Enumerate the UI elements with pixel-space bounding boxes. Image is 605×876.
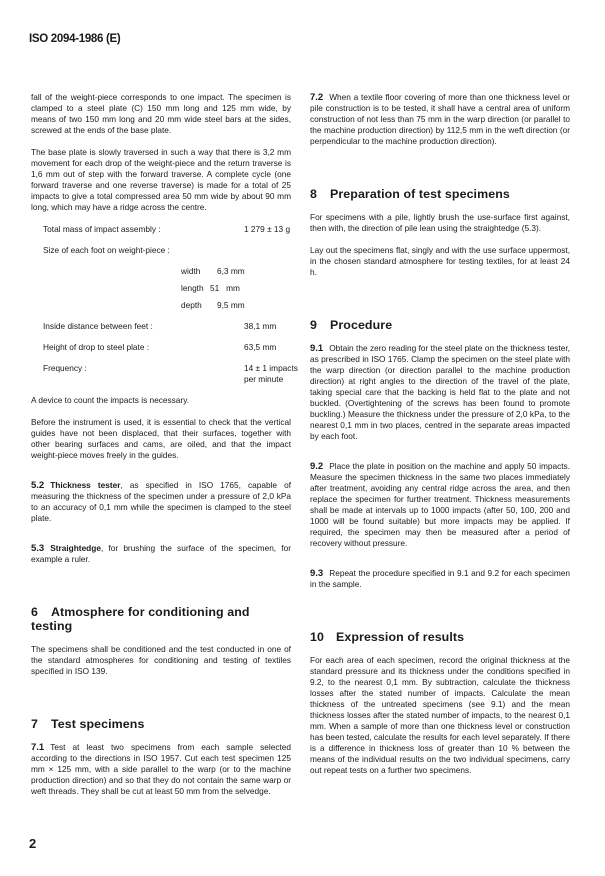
clause-text: , as specified in ISO 1765, capable of measuring the thickness of the specimen under a pressure of 2,0 kPa to an accuracy of 0,1 mm while the specimen is clamped to the steel plate. [31, 480, 291, 523]
section-number: 7 [31, 717, 38, 731]
section-number: 10 [310, 630, 324, 644]
clause-text: , for brushing the surface of the specimen, for example a ruler. [31, 543, 291, 564]
clause-7-1 [31, 742, 291, 797]
counter-paragraph: A device to count the impacts is necessary. [31, 395, 190, 405]
right-column [310, 92, 570, 776]
spec-total-mass [31, 224, 291, 235]
spec-value: 1 279 ± 13 g [244, 224, 291, 234]
spec-value-unit: per minute [244, 374, 284, 384]
spec-label: Inside distance between feet : [43, 321, 153, 331]
clause-number: 9.2 [310, 461, 324, 472]
section-title: Preparation of test specimens [330, 187, 510, 201]
spec-foot-width [31, 266, 291, 277]
clause-9-3 [310, 568, 570, 590]
clause-term: Thickness tester [50, 480, 121, 490]
section-title: Test specimens [51, 717, 145, 731]
clause-text: Place the plate in position on the machine and apply 50 impacts. Measure the specimen thickness in the same two places immediately after treatment, avoiding any central ridge across the area, and then replace the specimen for further treatment. Thickness measurements shall be made at intervals up to 1000 impacts (after 50, 100, 200 and 1000 will be found suitable) but more impacts may be applied. If required, the specimen may then be measured after a period of recovery without pressure. [310, 461, 570, 548]
spec-label: Frequency : [43, 363, 87, 373]
spec-foot-length [31, 283, 291, 294]
clause-text: Repeat the procedure specified in 9.1 and 9.2 for each specimen in the sample. [310, 568, 570, 589]
spec-frequency [31, 363, 298, 385]
spec-value: 9,5 mm [217, 300, 245, 310]
spec-drop-height [31, 342, 291, 353]
spec-value: 51 mm [210, 283, 240, 293]
specification-table [31, 224, 298, 385]
section-7-heading [31, 717, 291, 731]
section-number: 6 [31, 605, 38, 619]
clause-5-2 [31, 480, 291, 524]
section-9-heading [310, 318, 570, 332]
section-8-paragraph-2: Lay out the specimens flat, singly and with the use surface uppermost, in the chosen standard atmosphere for testing textiles, for at least 24 h. [310, 245, 570, 277]
spec-label: Total mass of impact assembly : [43, 224, 161, 234]
spec-sublabel: depth [181, 300, 202, 310]
page-number: 2 [29, 836, 37, 851]
clause-number: 7.1 [31, 742, 45, 753]
spec-foot-depth [31, 300, 291, 311]
clause-text: Obtain the zero reading for the steel plate on the thickness tester, as prescribed in ISO 1765. Clamp the specimen on the steel plate with the warp direction (or direction parallel to the machine production direction) at right angles to the direction of the travel of the plate, taking special care that the backing is held flat to the plate and not buckled. (Overtightening of the screws has been found to promote buckling.) Measure the thickness under the pressure of 2,0 kPa, to the nearest 0,1 mm in two places, centred in the separate areas impacted by each foot. [310, 343, 570, 441]
clause-number: 5.3 [31, 543, 45, 554]
spec-label: Size of each foot on weight-piece : [43, 245, 170, 255]
spec-value: 38,1 mm [244, 321, 277, 331]
clause-7-2 [310, 92, 570, 147]
clause-term: Straightedge [50, 543, 101, 553]
clause-text: Test at least two specimens from each sample selected according to the directions in ISO 1957. Cut each test specimen 125 mm × 125 mm, with a side parallel to the warp (or to the machine production direction) and so that they do not contain the same warp or weft threads. They shall be cut at least 50 mm from the selvedge. [31, 742, 291, 796]
spec-foot-size [31, 245, 291, 256]
section-8-heading [310, 187, 570, 201]
section-title: Expression of results [336, 630, 465, 644]
section-6-text: The specimens shall be conditioned and the test conducted in one of the standard atmospheres for conditioning and testing of textiles specified in ISO 139. [31, 644, 291, 676]
section-8-paragraph-1: For specimens with a pile, lightly brush the use-surface first against, then with, the direction of pile lean using the straightedge (5.3). [310, 212, 570, 233]
section-title: Atmosphere for conditioning and testing [31, 605, 250, 633]
section-number: 9 [310, 318, 317, 332]
clause-text: When a textile floor covering of more than one thickness level or pile construction is to be tested, it shall have a central area of uniform construction of not less than 75 mm in the warp direction (or parallel to the machine production direction) by 112,5 mm in the weft direction (or perpendicular to the machine production direction). [310, 92, 570, 146]
spec-value: 63,5 mm [244, 342, 277, 352]
spec-label: Height of drop to steel plate : [43, 342, 150, 352]
spec-sublabel: length [181, 283, 204, 293]
section-title: Procedure [330, 318, 393, 332]
section-number: 8 [310, 187, 317, 201]
clause-number: 7.2 [310, 92, 324, 103]
document-header: ISO 2094-1986 (E) [29, 33, 121, 45]
spec-value: 6,3 mm [217, 266, 245, 276]
clause-9-1 [310, 343, 570, 442]
clause-5-3 [31, 543, 291, 565]
spec-sublabel: width [181, 266, 201, 276]
section-6-heading [31, 605, 291, 633]
spec-inside-distance [31, 321, 291, 332]
section-10-text: For each area of each specimen, record the original thickness at the standard pressure and its thickness under the conditions specified in 9.2, to the nearest 0,1 mm. By subtraction, calculate the thickness losses after the stated number of impacts. Calculate the mean thickness of the untreated specimens (see 9.1) and the mean thickness losses after the stated number of impacts, to the nearest 0,1 mm. When a sample of more than one thickness level or construction has been tested, calculate the results for each level separately. If there is a difference in thickness loss of greater than 10 % between the means of the individual results on the two individual specimens, carry out repeat tests on a further two specimens. [310, 655, 570, 775]
clause-number: 9.1 [310, 343, 324, 354]
intro-paragraph-2: The base plate is slowly traversed in such a way that there is 3,2 mm movement for each drop of the weight-piece and the return traverse is 1,6 mm out of step with the forward traverse. A complete cycle (one forward traverse and one reverse traverse) is made for a total of 25 impacts to give a total compressed area 50 mm wide by about 90 mm long, which may have a ridge across the centre. [31, 147, 291, 212]
clause-number: 9.3 [310, 568, 324, 579]
intro-paragraph-1: fall of the weight-piece corresponds to one impact. The specimen is clamped to a steel plate (C) 150 mm long and 125 mm wide, by means of two 150 mm long and 20 mm wide steel bars at the sides, screwed at the ends of the base plate. [31, 92, 291, 135]
check-paragraph: Before the instrument is used, it is essential to check that the vertical guides have not been displaced, that their surfaces, together with other bearing surfaces and cams, are oiled, and that the impact weight-piece moves freely in the guides. [31, 417, 291, 460]
clause-number: 5.2 [31, 480, 45, 491]
spec-value: 14 ± 1 impacts [244, 363, 298, 373]
section-10-heading [310, 630, 570, 644]
clause-9-2 [310, 461, 570, 549]
left-column [31, 92, 298, 797]
